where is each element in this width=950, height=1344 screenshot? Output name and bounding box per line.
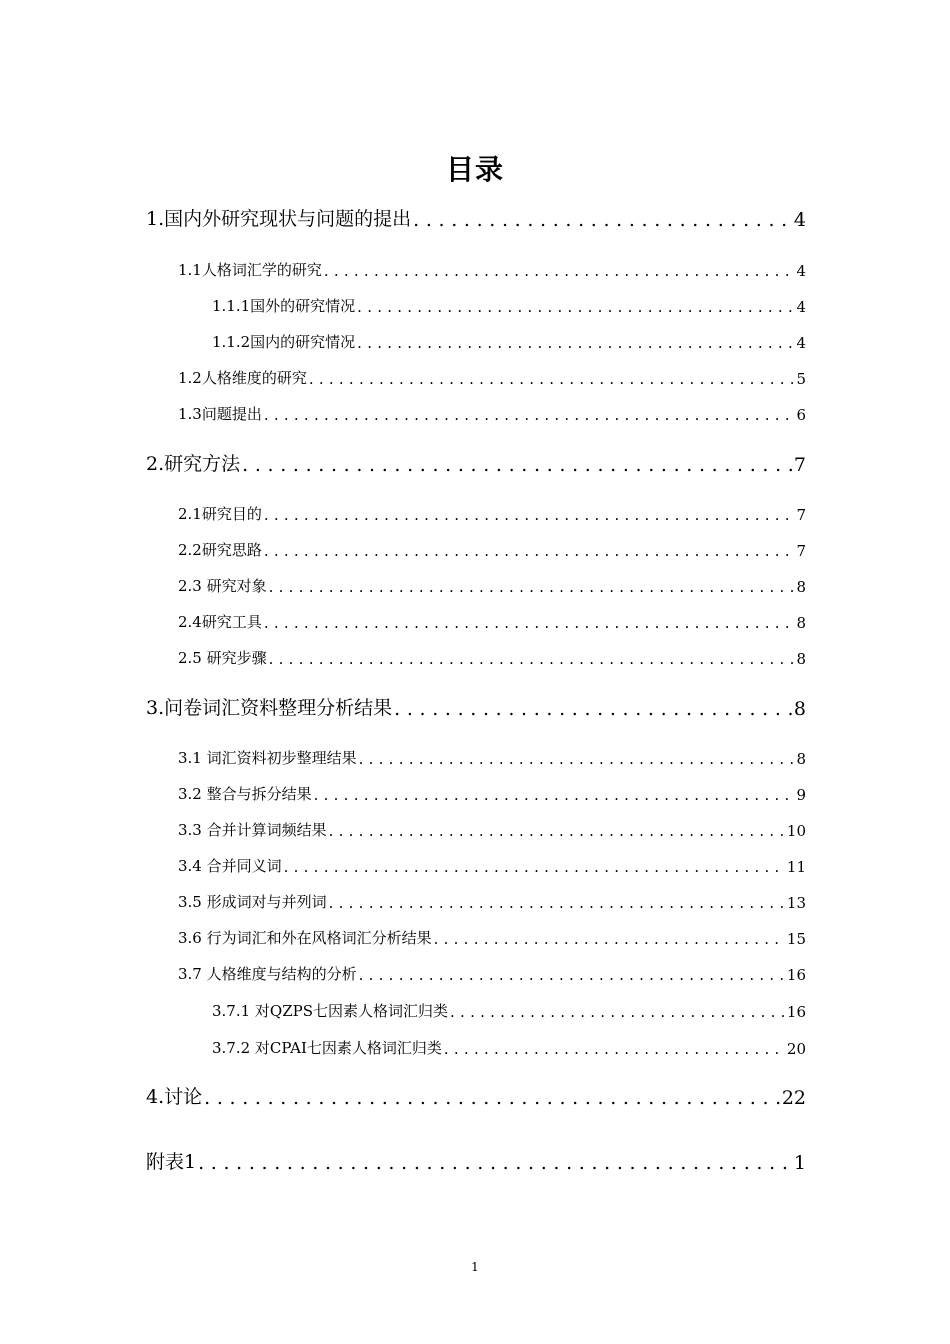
toc-entry[interactable] (146, 1083, 806, 1109)
toc-entry-label: 3.7.2 对CPAI七因素人格词汇归类 (212, 1039, 442, 1057)
toc-entry-page: 16 (786, 1003, 806, 1021)
toc-entry-page: 6 (796, 406, 806, 424)
toc-leader-dots (242, 454, 792, 476)
toc-entry-label: 1.1.1国外的研究情况 (212, 297, 356, 315)
toc-entry-label: 2.3 研究对象 (178, 577, 267, 595)
toc-entry[interactable] (178, 746, 806, 768)
toc-entry-page: 7 (793, 454, 806, 476)
toc-leader-dots (269, 650, 795, 668)
toc-entry[interactable] (178, 502, 806, 524)
toc-entry-page: 13 (786, 894, 806, 912)
toc-entry[interactable] (178, 538, 806, 560)
toc-entry[interactable] (178, 258, 806, 280)
toc-entry-label: 3.6 行为词汇和外在风格词汇分析结果 (178, 929, 432, 947)
toc-entry-label: 3.5 形成词对与并列词 (178, 893, 327, 911)
toc-entry[interactable] (178, 366, 806, 388)
toc-entry-page: 9 (796, 786, 806, 804)
toc-leader-dots (450, 1003, 785, 1021)
toc-leader-dots (359, 966, 785, 984)
toc-entry-page: 20 (786, 1040, 806, 1058)
toc-leader-dots (357, 334, 794, 352)
toc-entry-label: 1.1人格词汇学的研究 (178, 261, 322, 279)
toc-leader-dots (204, 1087, 780, 1109)
toc-entry-label: 3.3 合并计算词频结果 (178, 821, 327, 839)
toc-entry-label: 1.国内外研究现状与问题的提出 (146, 208, 412, 230)
toc-entry-page: 8 (796, 750, 806, 768)
toc-entry-label: 3.1 词汇资料初步整理结果 (178, 749, 357, 767)
toc-leader-dots (444, 1040, 785, 1058)
toc-entry-page: 4 (793, 209, 806, 231)
toc-entry-page: 1 (793, 1152, 806, 1174)
toc-leader-dots (309, 370, 795, 388)
toc-entry-page: 16 (786, 966, 806, 984)
toc-entry-page: 8 (796, 650, 806, 668)
toc-entry-label: 2.1研究目的 (178, 505, 262, 523)
toc-entry-label: 1.2人格维度的研究 (178, 369, 307, 387)
toc-entry-label: 2.4研究工具 (178, 613, 262, 631)
toc-entry[interactable] (178, 962, 806, 984)
toc-leader-dots (264, 406, 795, 424)
toc-entry-page: 5 (796, 370, 806, 388)
toc-entry[interactable] (146, 205, 806, 231)
toc-leader-dots (269, 578, 795, 596)
toc-entry-label: 2.研究方法 (146, 453, 241, 475)
toc-leader-dots (359, 750, 795, 768)
toc-leader-dots (434, 930, 785, 948)
toc-leader-dots (394, 698, 792, 720)
toc-entry-label: 3.7.1 对QZPS七因素人格词汇归类 (212, 1002, 449, 1020)
toc-entry[interactable] (178, 402, 806, 424)
toc-entry[interactable] (146, 694, 806, 720)
toc-leader-dots (413, 209, 792, 231)
toc-entry-page: 22 (781, 1087, 806, 1109)
toc-entry[interactable] (212, 294, 806, 316)
toc-leader-dots (329, 822, 785, 840)
toc-entry-label: 4.讨论 (146, 1086, 203, 1108)
toc-leader-dots (264, 506, 795, 524)
toc-entry-label: 附表1 (146, 1151, 197, 1173)
toc-entry-label: 3.7 人格维度与结构的分析 (178, 965, 357, 983)
toc-entry[interactable] (178, 818, 806, 840)
toc-entry[interactable] (212, 330, 806, 352)
toc-leader-dots (324, 262, 795, 280)
toc-entry-page: 4 (796, 334, 806, 352)
toc-entry-page: 4 (796, 262, 806, 280)
toc-entry[interactable] (178, 890, 806, 912)
toc-entry-page: 15 (786, 930, 806, 948)
toc-entry-label: 1.1.2国内的研究情况 (212, 333, 356, 351)
toc-entry-page: 8 (796, 578, 806, 596)
page-number: 1 (471, 1260, 479, 1274)
toc-leader-dots (264, 614, 795, 632)
toc-entry-label: 3.问卷词汇资料整理分析结果 (146, 697, 393, 719)
toc-entry-label: 2.5 研究步骤 (178, 649, 267, 667)
toc-entry-page: 10 (786, 822, 806, 840)
toc-entry-page: 8 (796, 614, 806, 632)
toc-leader-dots (198, 1152, 792, 1174)
toc-leader-dots (357, 298, 794, 316)
toc-entry-label: 2.2研究思路 (178, 541, 262, 559)
toc-entry[interactable] (212, 1036, 806, 1058)
toc-leader-dots (264, 542, 795, 560)
toc-entry[interactable] (178, 782, 806, 804)
toc-entry-page: 7 (796, 506, 806, 524)
toc-entry-page: 11 (786, 858, 806, 876)
toc-entry[interactable] (212, 999, 806, 1021)
toc-entry-label: 3.2 整合与拆分结果 (178, 785, 312, 803)
toc-entry[interactable] (178, 646, 806, 668)
toc-entry[interactable] (178, 926, 806, 948)
toc-entry[interactable] (146, 450, 806, 476)
toc-leader-dots (314, 786, 795, 804)
toc-entry[interactable] (146, 1148, 806, 1174)
toc-entry[interactable] (178, 854, 806, 876)
toc-leader-dots (284, 858, 785, 876)
toc-entry-page: 7 (796, 542, 806, 560)
toc-entry-page: 4 (796, 298, 806, 316)
toc-entry-label: 1.3问题提出 (178, 405, 262, 423)
toc-entry[interactable] (178, 574, 806, 596)
toc-entry-page: 8 (793, 698, 806, 720)
page-title: 目录 (445, 153, 504, 186)
toc-entry[interactable] (178, 610, 806, 632)
toc-entry-label: 3.4 合并同义词 (178, 857, 282, 875)
toc-leader-dots (329, 894, 785, 912)
